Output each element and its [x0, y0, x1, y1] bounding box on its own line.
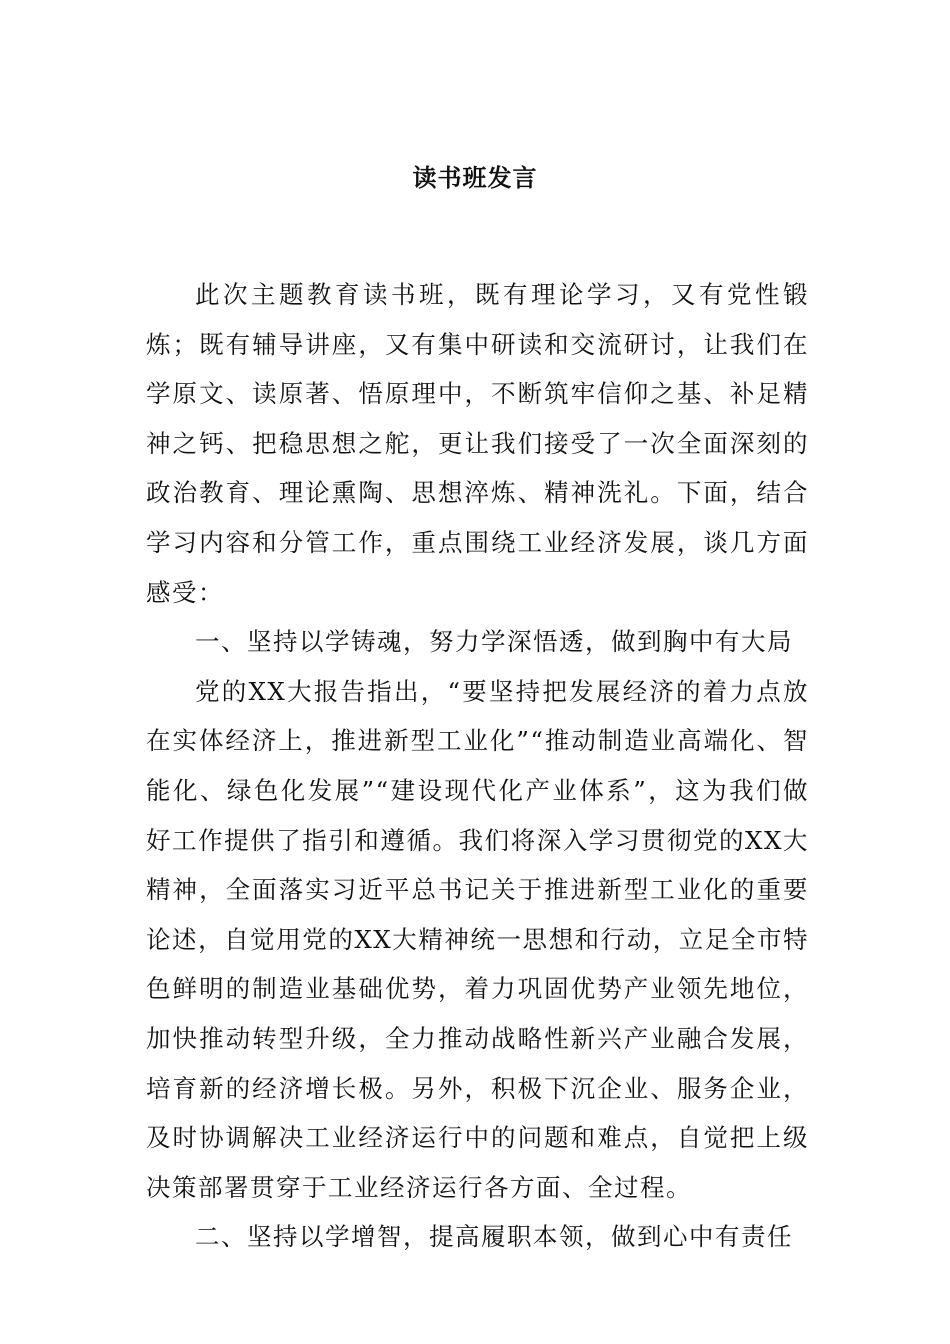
- section-heading-2: 二、坚持以学增智，提高履职本领，做到心中有责任: [195, 1222, 793, 1252]
- intro-paragraph: 此次主题教育读书班，既有理论学习，又有党性锻炼；既有辅导讲座，又有集中研读和交流研讨，让我们在学原文、读原著、悟原理中，不断筑牢信仰之基、补足精神之钙、把稳思想之舵，更让我们接受了一次全面深刻的政治教育、理论熏陶、思想淬炼、精神洗礼。下面，结合学习内容和分管工作，重点围绕工业经济发展，谈几方面感受：: [146, 280, 809, 607]
- section-1-paragraph: 党的XX大报告指出，“要坚持把发展经济的着力点放在实体经济上，推进新型工业化”“推动制造业高端化、智能化、绿色化发展”“建设现代化产业体系”，这为我们做好工作提供了指引和遵循。我们将深入学习贯彻党的XX大精神，全面落实习近平总书记关于推进新型工业化的重要论述，自觉用党的XX大精神统一思想和行动，立足全市特色鲜明的制造业基础优势，着力巩固优势产业领先地位，加快推动转型升级，全力推动战略性新兴产业融合发展，培育新的经济增长极。另外，积极下沉企业、服务企业，及时协调解决工业经济运行中的问题和难点，自觉把上级决策部署贯穿于工业经济运行各方面、全过程。: [146, 676, 809, 1202]
- section-heading-1: 一、坚持以学铸魂，努力学深悟透，做到胸中有大局: [195, 627, 793, 657]
- document-title: 读书班发言: [412, 163, 538, 192]
- document-body: [146, 270, 809, 1262]
